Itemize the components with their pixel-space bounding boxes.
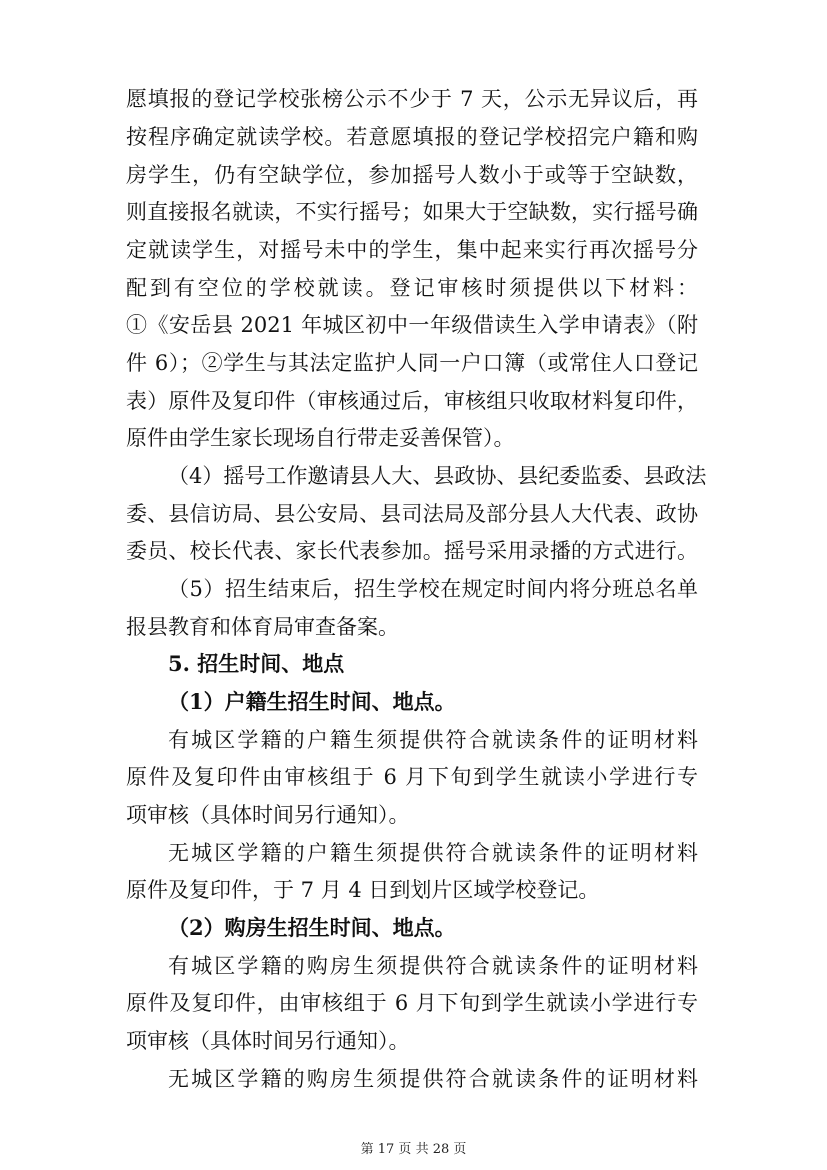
text-line: 原件及复印件，于 7 月 4 日到划片区域学校登记。 <box>126 878 600 902</box>
text-line: 原件及复印件，由审核组于 6 月下旬到学生就读小学进行专 <box>126 991 698 1015</box>
text-line: 原件及复印件由审核组于 6 月下旬到学生就读小学进行专 <box>126 765 698 789</box>
text-line: 报县教育和体育局审查备案。 <box>126 615 399 639</box>
text-line: 项审核（具体时间另行通知）。 <box>126 803 410 827</box>
text-line: 房学生，仍有空缺学位，参加摇号人数小于或等于空缺数， <box>126 163 698 187</box>
text-line: 件 6）；②学生与其法定监护人同一户口簿（或常住人口登记 <box>126 351 698 375</box>
text-line: 有城区学籍的户籍生须提供符合就读条件的证明材料 <box>168 728 698 752</box>
text-line: 无城区学籍的购房生须提供符合就读条件的证明材料 <box>168 1067 698 1091</box>
text-line: 配到有空位的学校就读。登记审核时须提供以下材料： <box>126 276 698 300</box>
text-line: 委、县信访局、县公安局、县司法局及部分县人大代表、政协 <box>126 502 698 526</box>
subsection-heading: （1）户籍生招生时间、地点。 <box>168 689 456 714</box>
text-line: 表）原件及复印件（审核通过后，审核组只收取材料复印件， <box>126 389 698 413</box>
text-line: 愿填报的登记学校张榜公示不少于 7 天，公示无异议后，再 <box>126 87 698 111</box>
text-line: 按程序确定就读学校。若意愿填报的登记学校招完户籍和购 <box>126 125 698 149</box>
text-line: ①《安岳县 2021 年城区初中一年级借读生入学申请表》（附 <box>126 313 698 337</box>
text-line: 则直接报名就读，不实行摇号；如果大于空缺数，实行摇号确 <box>126 200 698 224</box>
page-footer: 第 17 页 共 28 页 <box>360 1142 467 1157</box>
text-line: 有城区学籍的购房生须提供符合就读条件的证明材料 <box>168 954 698 978</box>
text-line: 委员、校长代表、家长代表参加。摇号采用录播的方式进行。 <box>126 539 698 563</box>
section-heading: 5. 招生时间、地点 <box>168 651 345 676</box>
text-line: 项审核（具体时间另行通知）。 <box>126 1029 410 1053</box>
text-line: （5）招生结束后，招生学校在规定时间内将分班总名单 <box>168 577 698 601</box>
text-line: 无城区学籍的户籍生须提供符合就读条件的证明材料 <box>168 841 698 865</box>
subsection-heading: （2）购房生招生时间、地点。 <box>168 915 456 940</box>
text-line: 原件由学生家长现场自行带走妥善保管）。 <box>126 426 515 450</box>
text-line: 定就读学生，对摇号未中的学生，集中起来实行再次摇号分 <box>126 238 698 262</box>
text-line: （4）摇号工作邀请县人大、县政协、县纪委监委、县政法 <box>168 464 707 488</box>
